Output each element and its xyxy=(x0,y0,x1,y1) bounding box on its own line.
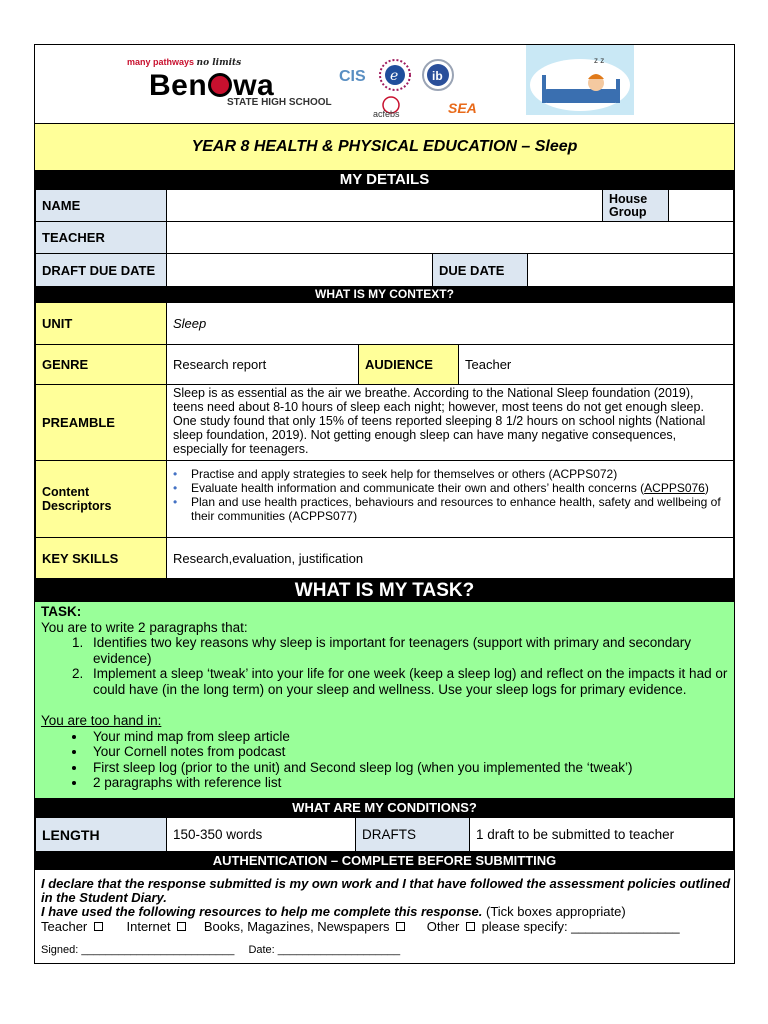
task-intro: You are to write 2 paragraphs that: xyxy=(41,619,248,635)
teacher-label: TEACHER xyxy=(35,221,167,254)
authentication-block xyxy=(41,877,731,957)
name-field[interactable] xyxy=(166,189,603,222)
preamble-text: Sleep is as essential as the air we breathe. According to the National Sleep foundation (2019), teens need about 8-10 hours of sleep each night; however, most teens do not get enough sleep. One study found that only 15% of teens reported sleeping 8 1/2 hours on school nights (National sleep foundation, 2019). Not getting enough sleep can have many negative consequences, especially for teenagers. xyxy=(166,384,734,461)
e-badge-icon xyxy=(380,60,410,90)
hand-in-item: • 2 paragraphs with reference list xyxy=(87,775,728,791)
teacher-field[interactable] xyxy=(166,221,734,254)
audience-label: AUDIENCE xyxy=(358,344,459,385)
content-descriptors xyxy=(166,460,734,538)
logo-globe-icon xyxy=(208,73,232,97)
draft-due-date-label: DRAFT DUE DATE xyxy=(35,253,167,287)
sleeping-child-illustration xyxy=(526,45,634,115)
descriptor-item: • Practise and apply strategies to seek help for themselves or others (ACPPS072) xyxy=(169,467,727,481)
section-header-authentication: AUTHENTICATION – COMPLETE BEFORE SUBMITTING xyxy=(35,851,734,870)
accreditation-badges xyxy=(333,53,503,121)
school-tagline: many pathways no limits xyxy=(127,57,242,68)
name-label: NAME xyxy=(35,189,167,222)
unit-label: UNIT xyxy=(35,302,167,345)
resources-line: I have used the following resources to help me complete this response. (Tick boxes appropriate) xyxy=(41,904,626,919)
internet-checkbox[interactable] xyxy=(177,922,186,931)
svg-text:z z: z z xyxy=(594,56,605,65)
key-skills-value: Research,evaluation, justification xyxy=(166,537,734,579)
svg-text:acfebs: acfebs xyxy=(373,109,400,119)
declaration-text: I declare that the response submitted is my own work and I that have followed the assessment policies outlined in the Student Diary. xyxy=(41,876,731,905)
hand-in-item: • First sleep log (prior to the unit) and Second sleep log (when you implemented the ‘tweak’) xyxy=(87,760,728,776)
task-item: 1. Identifies two key reasons why sleep is important for teenagers (support with primary and secondary evidence) xyxy=(87,635,728,666)
preamble-label: PREAMBLE xyxy=(35,384,167,461)
school-subtitle: STATE HIGH SCHOOL xyxy=(227,97,332,108)
length-value: 150-350 words xyxy=(166,817,356,852)
hand-in-item: • Your mind map from sleep article xyxy=(87,729,728,745)
assessment-sheet xyxy=(34,44,735,964)
genre-value: Research report xyxy=(166,344,359,385)
signature-line xyxy=(41,943,731,957)
house-group-label: House Group xyxy=(602,189,669,222)
draft-due-date-field[interactable] xyxy=(166,253,433,287)
svg-text:CIS: CIS xyxy=(339,68,366,85)
drafts-value: 1 draft to be submitted to teacher xyxy=(469,817,734,852)
length-label: LENGTH xyxy=(35,817,167,852)
hand-in-label: You are too hand in: xyxy=(41,713,162,728)
task-description xyxy=(35,602,734,798)
section-header-my-details: MY DETAILS xyxy=(35,170,734,189)
svg-text:SEA: SEA xyxy=(448,100,477,116)
key-skills-label: KEY SKILLS xyxy=(35,537,167,579)
audience-value: Teacher xyxy=(458,344,734,385)
due-date-field[interactable] xyxy=(527,253,734,287)
acfebs-badge-icon xyxy=(373,97,400,119)
page-title: YEAR 8 HEALTH & PHYSICAL EDUCATION – Sleep xyxy=(35,123,734,170)
teacher-checkbox[interactable] xyxy=(94,922,103,931)
descriptor-item: • Evaluate health information and communicate their own and others’ health concerns (ACPPS076) xyxy=(169,481,727,495)
ib-badge-icon xyxy=(423,60,453,90)
unit-value: Sleep xyxy=(166,302,734,345)
due-date-label: DUE DATE xyxy=(432,253,528,287)
drafts-label: DRAFTS xyxy=(355,817,470,852)
other-checkbox[interactable] xyxy=(466,922,475,931)
cis-badge-icon xyxy=(339,68,366,85)
signed-field[interactable]: Signed: _________________________ xyxy=(41,944,235,956)
sea-badge-icon xyxy=(448,100,477,116)
acpps076-link[interactable]: ACPPS076 xyxy=(644,481,705,495)
svg-text:ib: ib xyxy=(432,69,443,83)
content-descriptors-label: Content Descriptors xyxy=(35,460,167,538)
school-logo: Ben wa xyxy=(149,69,275,102)
books-checkbox[interactable] xyxy=(396,922,405,931)
svg-text:e: e xyxy=(390,68,399,84)
date-field[interactable]: Date: ____________________ xyxy=(248,944,401,956)
section-header-task: WHAT IS MY TASK? xyxy=(35,579,734,602)
house-group-field[interactable] xyxy=(668,189,734,222)
header-logos xyxy=(35,45,734,123)
please-specify-field[interactable]: please specify: _______________ xyxy=(481,919,680,934)
hand-in-item: • Your Cornell notes from podcast xyxy=(87,744,728,760)
section-header-conditions: WHAT ARE MY CONDITIONS? xyxy=(35,798,734,817)
resource-options: Teacher Internet Books, Magazines, Newspapers Other please specify: _______________ xyxy=(41,919,680,934)
descriptor-item: • Plan and use health practices, behaviours and resources to enhance health, safety and wellbeing of their communities (ACPPS077) xyxy=(169,495,727,523)
task-item: 2. Implement a sleep ‘tweak’ into your life for one week (keep a sleep log) and reflect on the impacts it had or could have (in the long term) on your sleep and wellness. Use your sleep logs for primary evidence. xyxy=(87,666,728,697)
section-header-context: WHAT IS MY CONTEXT? xyxy=(35,287,734,302)
genre-label: GENRE xyxy=(35,344,167,385)
task-label: TASK: xyxy=(41,604,82,619)
